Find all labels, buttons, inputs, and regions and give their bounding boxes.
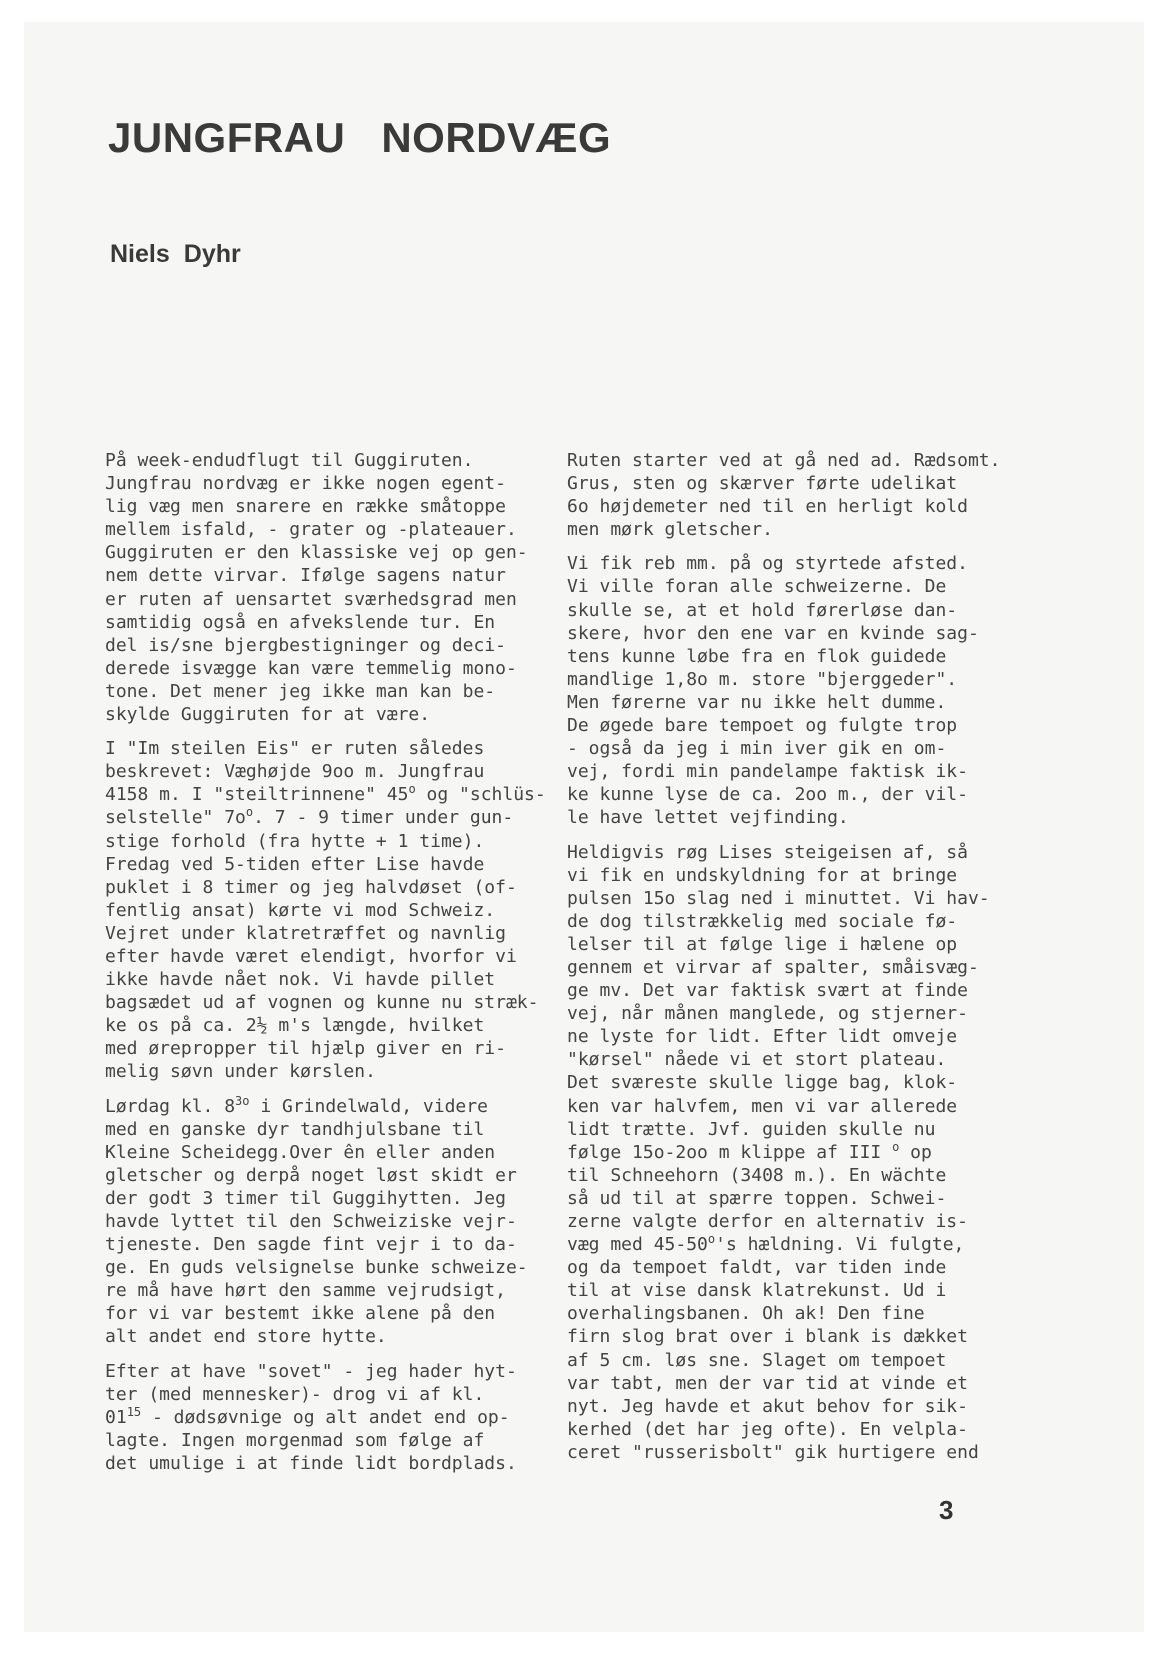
text-line: lelser til at følge lige i hælene op xyxy=(567,933,958,955)
paragraph xyxy=(567,449,1015,541)
text-segment: i Grindelwald, videre xyxy=(249,1095,488,1117)
text-line: samtidig også en afvekslende tur. En xyxy=(105,611,496,633)
text-segment: . 7 - 9 timer under gun- xyxy=(253,807,514,829)
text-line: var tabt, men der var tid at vinde et xyxy=(567,1372,968,1394)
author-name xyxy=(110,240,241,269)
text-line: "kørsel" nåede vi et stort plateau. xyxy=(567,1049,947,1071)
paragraph xyxy=(105,1095,553,1349)
text-line: derede isvægge kan være temmelig mono- xyxy=(105,657,517,679)
text-segment: - dødsøvnige og alt andet end op- xyxy=(141,1406,510,1428)
text-segment: og "schlüs- xyxy=(415,784,546,806)
text-line: Heldigvis røg Lises steigeisen af, så xyxy=(567,841,968,863)
text-line: Grus, sten og skærver førte udelikat xyxy=(567,473,958,495)
text-line: Guggiruten er den klassiske vej op gen- xyxy=(105,542,528,564)
degree-superscript: o xyxy=(245,805,254,820)
text-line: fentlig ansat) kørte vi mod Schweiz. xyxy=(105,899,496,921)
text-line: for vi var bestemt ikke alene på den xyxy=(105,1303,496,1325)
text-line: På week-endudflugt til Guggiruten. xyxy=(105,450,474,471)
text-segment: 4158 m. I "steiltrinnene" 45 xyxy=(105,784,409,806)
article-title xyxy=(108,114,611,162)
text-segment: følge 15o-2oo m klippe af III xyxy=(567,1141,893,1163)
author-first-name: Niels xyxy=(110,240,170,268)
text-line: Vi fik reb mm. på og styrtede afsted. xyxy=(567,553,968,575)
text-line: vej, fordi min pandelampe faktisk ik- xyxy=(567,761,968,783)
text-line: med en ganske dyr tandhjulsbane til xyxy=(105,1118,485,1140)
text-line: så ud til at spærre toppen. Schwei- xyxy=(567,1187,947,1209)
text-line: ken var halvfem, men vi var allerede xyxy=(567,1095,958,1117)
text-line: de dog tilstrækkelig med sociale fø- xyxy=(567,910,958,932)
text-line: melig søvn under kørslen. xyxy=(105,1061,376,1083)
text-line: stige forhold (fra hytte + 1 time). xyxy=(105,830,485,852)
text-segment: 's hældning. Vi fulgte, xyxy=(715,1234,965,1256)
author-last-name: Dyhr xyxy=(183,240,241,268)
left-text-column xyxy=(105,449,553,1486)
text-line: mandlige 1,8o m. store "bjerggeder". xyxy=(567,668,958,690)
text-line: kerhed (det har jeg ofte). En velpla- xyxy=(567,1418,968,1440)
text-line: Ruten starter ved at gå ned ad. Rædsomt. xyxy=(567,450,1001,471)
text-line: vi fik en undskyldning for at bringe xyxy=(567,864,958,886)
paragraph xyxy=(567,552,1015,829)
text-line: ter (med mennesker)- drog vi af kl. xyxy=(105,1383,485,1405)
text-line: beskrevet: Væghøjde 9oo m. Jungfrau xyxy=(105,761,485,783)
text-line: ke os på ca. 2½ m's længde, hvilket xyxy=(105,1015,485,1037)
degree-superscript: o xyxy=(408,782,416,797)
text-line: Det sværeste skulle ligge bag, klok- xyxy=(567,1072,958,1094)
paragraph xyxy=(567,841,1015,1465)
paragraph xyxy=(105,1360,553,1475)
text-line: del is/sne bjergbestigninger og deci- xyxy=(105,634,506,656)
text-line: er ruten af uensartet sværhedsgrad men xyxy=(105,588,517,610)
text-segment: selstelle" 7o xyxy=(105,807,246,829)
time-superscript: 15 xyxy=(126,1404,142,1419)
text-line xyxy=(567,1233,1015,1256)
text-line: skere, hvor den ene var en kvinde sag- xyxy=(567,622,979,644)
text-line: gennem et virvar af spalter, småisvæg- xyxy=(567,956,979,978)
text-line: bagsædet ud af vognen og kunne nu stræk- xyxy=(105,992,539,1014)
text-line: I "Im steilen Eis" er ruten således xyxy=(105,738,485,760)
paragraph xyxy=(105,737,553,1083)
text-line: nem dette virvar. Ifølge sagens natur xyxy=(105,565,506,587)
text-line: af 5 cm. løs sne. Slaget om tempoet xyxy=(567,1349,947,1371)
degree-superscript: o xyxy=(707,1232,716,1247)
text-line: nyt. Jeg havde et akut behov for sik- xyxy=(567,1395,968,1417)
text-line: lidt trætte. Jvf. guiden skulle nu xyxy=(567,1118,936,1140)
text-line xyxy=(105,1095,553,1118)
text-line: tone. Det mener jeg ikke man kan be- xyxy=(105,680,496,702)
text-line: alt andet end store hytte. xyxy=(105,1326,387,1348)
title-word-nordvaeg: NORDVÆG xyxy=(381,114,612,161)
text-line: - også da jeg i min iver gik en om- xyxy=(567,738,947,760)
text-line: ge mv. Det var faktisk svært at finde xyxy=(567,980,968,1002)
text-line: ge. En guds velsignelse bunke schweize- xyxy=(105,1257,528,1279)
text-line: til at vise dansk klatrekunst. Ud i xyxy=(567,1280,947,1302)
time-superscript: 3o xyxy=(235,1093,250,1108)
text-line: lagte. Ingen morgenmad som følge af xyxy=(105,1429,485,1451)
text-line: ke kunne lyse de ca. 2oo m., der vil- xyxy=(567,784,968,806)
text-line: Fredag ved 5-tiden efter Lise havde xyxy=(105,853,485,875)
text-line: Jungfrau nordvæg er ikke nogen egent- xyxy=(105,473,506,495)
text-line: det umulige i at finde lidt bordplads. xyxy=(105,1452,517,1474)
text-segment: op xyxy=(899,1141,932,1163)
text-line: puklet i 8 timer og jeg halvdøset (of- xyxy=(105,876,517,898)
text-line: lig væg men snarere en række småtoppe xyxy=(105,496,506,518)
text-line: pulsen 15o slag ned i minuttet. Vi hav- xyxy=(567,887,990,909)
text-line: tjeneste. Den sagde fint vejr i to da- xyxy=(105,1234,517,1256)
text-line: Men førerne var nu ikke helt dumme. xyxy=(567,691,947,713)
paragraph xyxy=(105,449,553,726)
text-line: skylde Guggiruten for at være. xyxy=(105,704,431,726)
text-line xyxy=(105,806,553,829)
text-line: til Schneehorn (3408 m.). En wächte xyxy=(567,1164,947,1186)
text-segment: 01 xyxy=(105,1406,127,1428)
text-line: overhalingsbanen. Oh ak! Den fine xyxy=(567,1303,925,1325)
degree-superscript: o xyxy=(892,1139,900,1154)
text-line: Efter at have "sovet" - jeg hader hyt- xyxy=(105,1360,517,1382)
text-line: mellem isfald, - grater og -plateauer. xyxy=(105,519,517,541)
text-line: med ørepropper til hjælp giver en ri- xyxy=(105,1038,506,1060)
text-line: 6o højdemeter ned til en herligt kold xyxy=(567,496,968,518)
text-line: firn slog brat over i blank is dækket xyxy=(567,1326,968,1348)
text-line: Vejret under klatretræffet og navnlig xyxy=(105,922,506,944)
text-line: ne lyste for lidt. Efter lidt omveje xyxy=(567,1026,958,1048)
text-line: ikke havde nået nok. Vi havde pillet xyxy=(105,969,496,991)
text-line xyxy=(567,1141,1015,1164)
title-word-jungfrau: JUNGFRAU xyxy=(108,114,346,161)
text-line: De øgede bare tempoet og fulgte trop xyxy=(567,715,958,737)
text-line: gletscher og derpå noget løst skidt er xyxy=(105,1164,517,1186)
text-line: og da tempoet faldt, var tiden inde xyxy=(567,1257,947,1279)
page-number: 3 xyxy=(939,1495,954,1525)
text-line xyxy=(105,783,553,806)
text-line xyxy=(105,1406,553,1429)
text-line: der godt 3 timer til Guggihytten. Jeg xyxy=(105,1187,506,1209)
text-line: ceret "russerisbolt" gik hurtigere end xyxy=(567,1441,979,1463)
text-line: efter havde været elendigt, hvorfor vi xyxy=(105,945,517,967)
right-text-column xyxy=(567,449,1015,1475)
page-sheet xyxy=(24,22,1144,1632)
text-line: havde lyttet til den Schweiziske vejr- xyxy=(105,1211,517,1232)
text-line: vej, når månen manglede, og stjerner- xyxy=(567,1003,968,1025)
text-line: re må have hørt den samme vejrudsigt, xyxy=(105,1280,506,1302)
text-line: tens kunne løbe fra en flok guidede xyxy=(567,645,947,667)
text-segment: Lørdag kl. 8 xyxy=(105,1095,236,1117)
text-line: Kleine Scheidegg.Over ên eller anden xyxy=(105,1141,496,1163)
text-line: Vi ville foran alle schweizerne. De xyxy=(567,576,947,598)
text-line: men mørk gletscher. xyxy=(567,519,773,541)
text-line: skulle se, at et hold førerløse dan- xyxy=(567,599,958,621)
text-line: le have lettet vejfinding. xyxy=(567,807,849,829)
text-line: zerne valgte derfor en alternativ is- xyxy=(567,1211,968,1232)
text-segment: væg med 45-50 xyxy=(567,1234,708,1256)
